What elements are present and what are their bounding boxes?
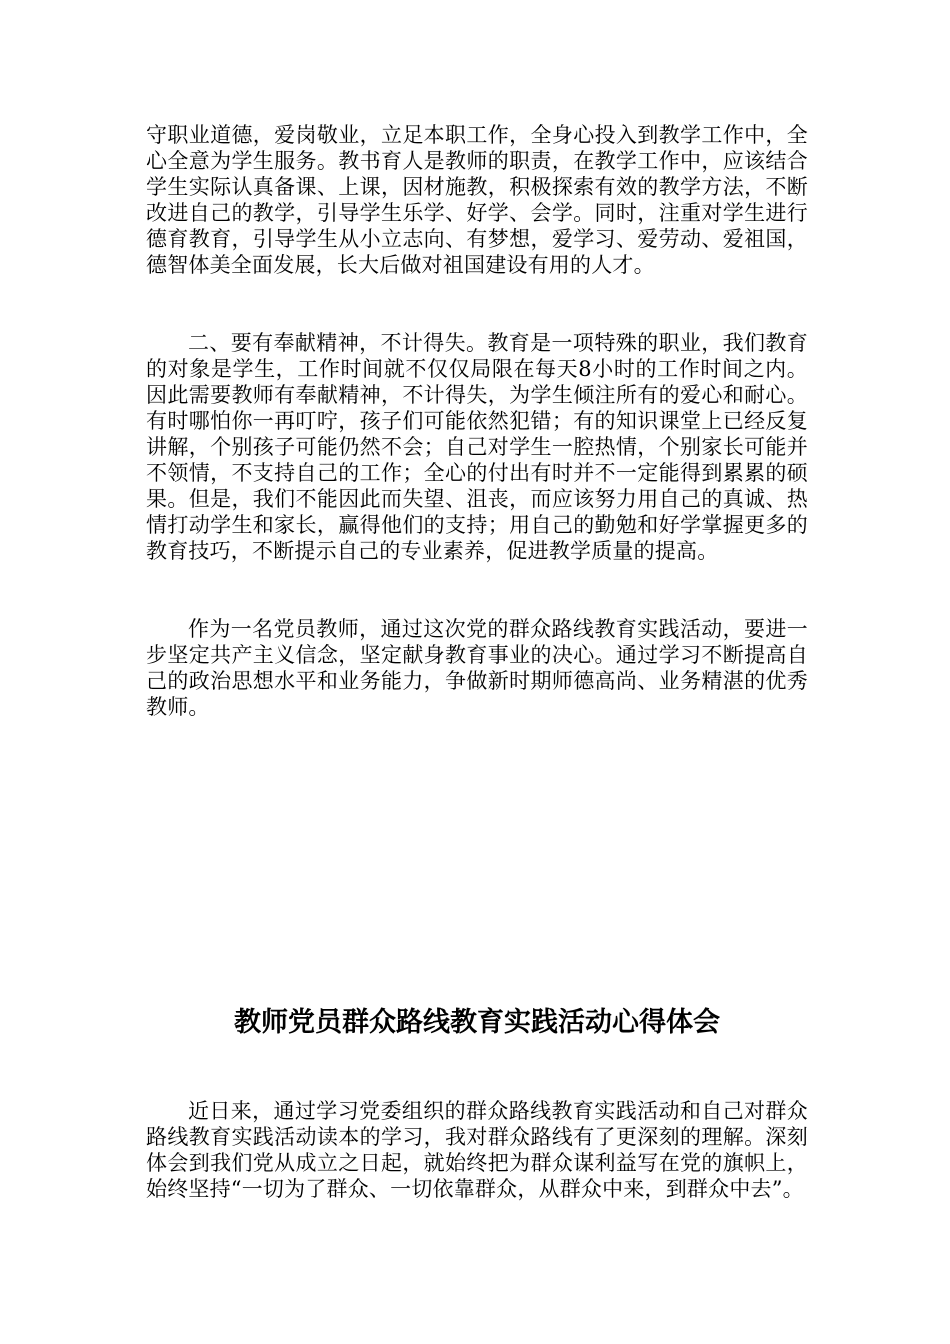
paragraph-professional-ethics: 守职业道德，爱岗敬业，立足本职工作，全身心投入到教学工作中，全心全意为学生服务。教书育人是教师的职责，在教学工作中，应该结合学生实际认真备课、上课，因材施教，积极探索有效的教学方法，不断改进自己的教学，引导学生乐学、好学、会学。同时，注重对学生进行德育教育，引导学生从小立志向、有梦想，爱学习、爱劳动、爱祖国，德智体美全面发展，长大后做对祖国建设有用的人才。	[146, 123, 808, 277]
paragraph-party-member-teacher: 作为一名党员教师，通过这次党的群众路线教育实践活动，要进一步坚定共产主义信念，坚定献身教育事业的决心。通过学习不断提高自己的政治思想水平和业务能力，争做新时期师德高尚、业务精湛的优秀教师。	[146, 617, 808, 719]
paragraph-mass-line-study: 近日来，通过学习党委组织的群众路线教育实践活动和自己对群众路线教育实践活动读本的学习，我对群众路线有了更深刻的理解。深刻体会到我们党从成立之日起，就始终把为群众谋利益写在党的旗帜上，始终坚持“一切为了群众、一切依靠群众，从群众中来，到群众中去”。	[146, 1099, 808, 1201]
document-title: 教师党员群众路线教育实践活动心得体会	[234, 1007, 720, 1038]
paragraph-dedication-spirit: 二、要有奉献精神，不计得失。教育是一项特殊的职业，我们教育的对象是学生，工作时间就不仅仅局限在每天8小时的工作时间之内。因此需要教师有奉献精神，不计得失，为学生倾注所有的爱心和耐心。有时哪怕你一再叮咛，孩子们可能依然犯错；有的知识课堂上已经反复讲解，个别孩子可能仍然不会；自己对学生一腔热情，个别家长可能并不领情，不支持自己的工作；全心的付出有时并不一定能得到累累的硕果。但是，我们不能因此而失望、沮丧，而应该努力用自己的真诚、热情打动学生和家长，赢得他们的支持；用自己的勤勉和好学掌握更多的教育技巧，不断提示自己的专业素养，促进教学质量的提高。	[146, 331, 808, 563]
